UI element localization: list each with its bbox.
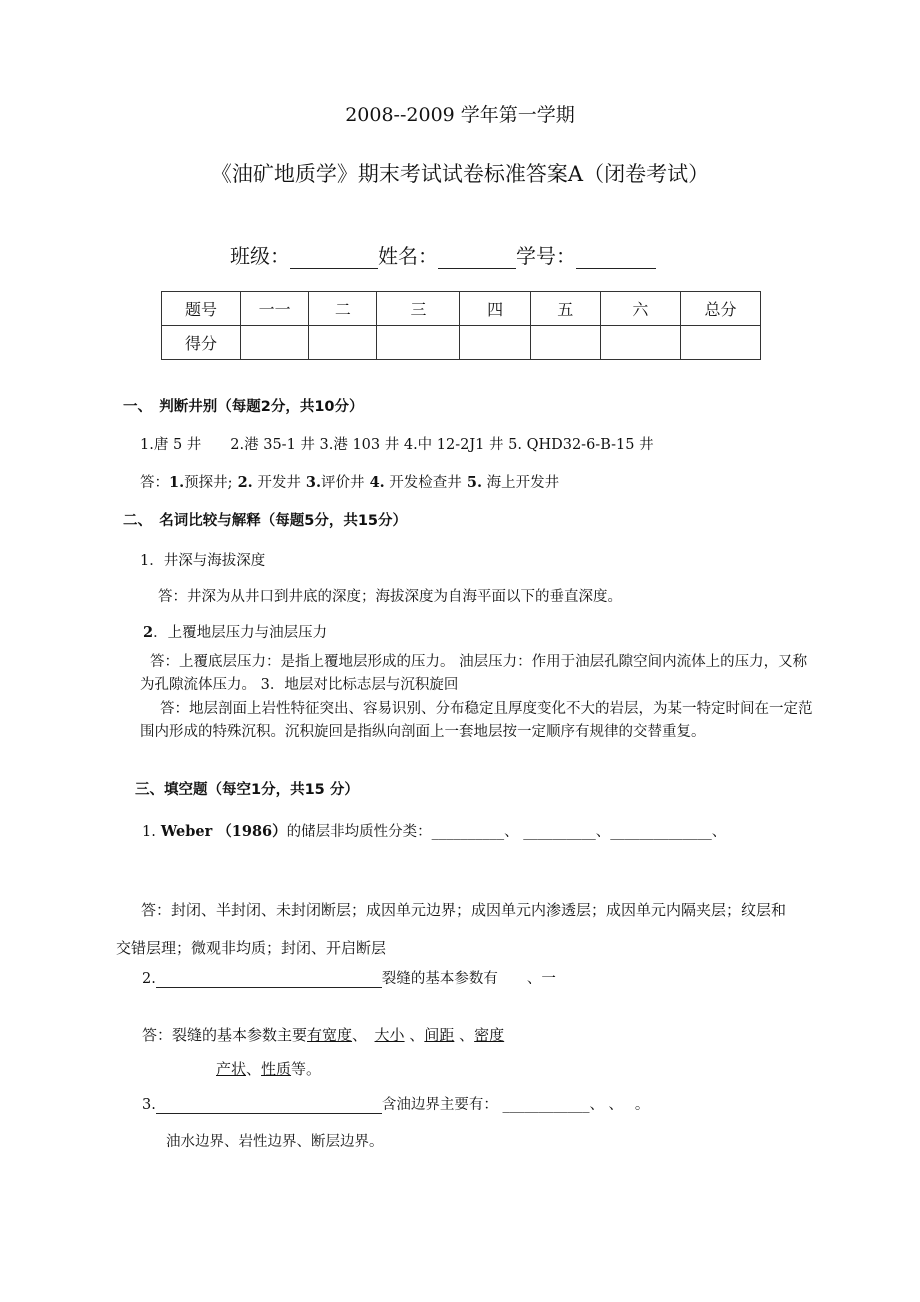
section3-q1 <box>142 820 726 841</box>
answer-end: 等。 <box>291 1060 322 1078</box>
section3-a3: 油水边界、岩性边界、断层边界。 <box>166 1134 384 1150</box>
question-num: 2 <box>143 624 154 641</box>
separator: 、 <box>352 1026 375 1044</box>
question-num: 1. <box>142 824 156 840</box>
question-text: 的储层非均质性分类：__________、 __________、______________、 <box>286 824 727 840</box>
row-label-cell: 得分 <box>162 326 241 360</box>
header-cell: 四 <box>460 292 530 326</box>
section2-q2 <box>143 621 327 642</box>
section3-q2 <box>142 967 556 988</box>
section3-q3 <box>142 1093 649 1114</box>
question-text: ．上覆地层压力与油层压力 <box>153 625 328 641</box>
answer-term: 性质 <box>261 1060 292 1078</box>
header-cell: 二 <box>309 292 377 326</box>
answer-num: 2. <box>232 474 253 491</box>
section2-a1: 答：井深为从井口到井底的深度；海拔深度为自海平面以下的垂直深度。 <box>158 589 622 605</box>
section3-a1: 答：封闭、半封闭、未封闭断层；成因单元边界；成因单元内渗透层；成因单元内隔夹层；纹层和交错层理；微观非均质；封闭、开启断层 <box>116 901 787 957</box>
separator: 、 <box>454 1026 475 1044</box>
header-cell: 三 <box>377 292 460 326</box>
answer-text: 海上开发井 <box>482 475 560 491</box>
exam-title: 《油矿地质学》期末考试试卷标准答案A（闭卷考试） <box>210 162 710 186</box>
fill-blank <box>156 969 382 988</box>
section1-heading: 一、 判断井别（每题2分，共10分） <box>123 399 364 415</box>
question-text: 裂缝的基本参数有 、一 <box>381 971 556 987</box>
section3-a2 <box>142 1024 504 1045</box>
answer-term: 大小 <box>374 1026 405 1044</box>
answer-term: 密度 <box>474 1026 505 1044</box>
section1-question: 1.唐 5 井 2.港 35-1 井 3.港 103 井 4.中 12-2J1 井 5. QHD32-6-B-15 井 <box>140 437 654 453</box>
id-blank <box>576 248 656 269</box>
answer-num: 4. <box>364 474 385 491</box>
score-cell <box>377 326 460 360</box>
question-text: 含油边界主要有： ____________、 、 。 <box>381 1097 650 1113</box>
student-info-line <box>230 240 656 269</box>
section2-a2: 答：上覆底层压力：是指上覆地层形成的压力。 油层压力：作用于油层孔隙空间内流体上的压力，又称为孔隙流体压力。 3．地层对比标志层与沉积旋回 <box>140 654 808 693</box>
score-cell <box>600 326 680 360</box>
score-table <box>161 291 761 360</box>
section3-a2-cont <box>216 1058 321 1079</box>
answer-text: 预探井; <box>184 475 233 491</box>
section2-q1: 1．井深与海拔深度 <box>140 553 266 569</box>
question-bold: Weber （1986） <box>155 823 287 840</box>
section1-answer <box>140 471 559 492</box>
fill-blank <box>156 1095 382 1114</box>
score-table-score-row <box>162 326 761 360</box>
header-cell: 总分 <box>680 292 760 326</box>
class-blank <box>290 248 378 269</box>
question-num: 2. <box>142 971 156 987</box>
answer-num: 3. <box>300 474 322 491</box>
question-num: 3. <box>142 1097 156 1113</box>
answer-text: 开发井 <box>252 475 301 491</box>
header-cell: 题号 <box>162 292 241 326</box>
separator: 、 <box>404 1026 425 1044</box>
score-table-header-row <box>162 292 761 326</box>
answer-term: 有宽度 <box>307 1026 353 1044</box>
answer-text: 评价井 <box>321 475 365 491</box>
header-cell: 五 <box>530 292 600 326</box>
id-label: 学号： <box>516 244 576 268</box>
header-cell: 六 <box>600 292 680 326</box>
section3-heading: 三、填空题（每空1分，共15 分） <box>135 782 359 798</box>
answer-num: 5. <box>461 474 482 491</box>
section2-heading: 二、 名词比较与解释（每题5分，共15分） <box>123 513 408 529</box>
section2-a3: 答：地层剖面上岩性特征突出、容易识别、分布稳定且厚度变化不大的岩层，为某一特定时间在一定范围内形成的特殊沉积。沉积旋回是指纵向剖面上一套地层按一定顺序有规律的交替重复。 <box>140 701 813 740</box>
score-cell <box>680 326 760 360</box>
score-cell <box>309 326 377 360</box>
name-blank <box>438 248 516 269</box>
answer-prefix: 答： <box>140 475 169 491</box>
header-cell: 一一 <box>241 292 309 326</box>
answer-num: 1. <box>169 474 185 491</box>
name-label: 姓名： <box>378 244 438 268</box>
separator: 、 <box>246 1060 262 1078</box>
score-cell <box>460 326 530 360</box>
answer-text: 开发检查井 <box>384 475 462 491</box>
score-cell <box>241 326 309 360</box>
answer-term: 间距 <box>424 1026 455 1044</box>
class-label: 班级： <box>230 244 290 268</box>
answer-prefix: 答：裂缝的基本参数主要 <box>142 1026 308 1044</box>
semester-title: 2008--2009 学年第一学期 <box>345 104 575 126</box>
score-cell <box>530 326 600 360</box>
answer-term: 产状 <box>216 1060 247 1078</box>
